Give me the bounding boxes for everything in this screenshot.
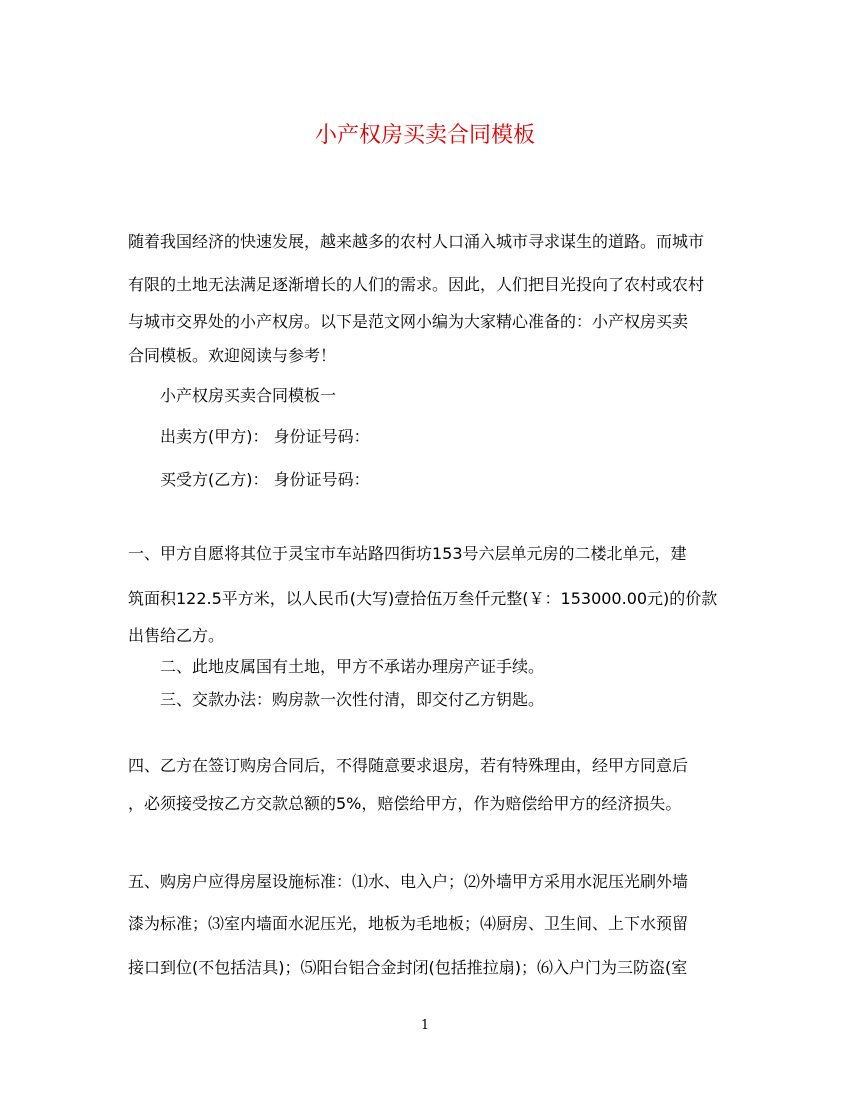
clause-1-line-3: 出售给乙方。 (128, 626, 225, 645)
intro-line-1: 随着我国经济的快速发展，越来越多的农村人口涌入城市寻求谋生的道路。而城市 (128, 232, 705, 251)
clause-2: 二、此地皮属国有土地，甲方不承诺办理房产证手续。 (160, 657, 545, 676)
clause-5-line-2: 漆为标准；⑶室内墙面水泥压光，地板为毛地板；⑷厨房、卫生间、上下水预留 (128, 914, 689, 933)
document-title: 小产权房买卖合同模板 (314, 123, 535, 148)
section-heading: 小产权房买卖合同模板一 (160, 386, 337, 405)
clause-4-line-1: 四、乙方在签订购房合同后，不得随意要求退房，若有特殊理由，经甲方同意后 (128, 756, 689, 775)
clause-5-line-1: 五、购房户应得房屋设施标准：⑴水、电入户；⑵外墙甲方采用水泥压光刷外墙 (128, 872, 689, 891)
clause-1-line-2: 筑面积122.5平方米，以人民币(大写)壹拾伍万叁仟元整(￥：153000.00元)的价款 (128, 589, 718, 608)
clause-3: 三、交款办法：购房款一次性付清，即交付乙方钥匙。 (160, 690, 545, 709)
intro-line-4: 合同模板。欢迎阅读与参考！ (128, 346, 337, 365)
buyer-line: 买受方(乙方)： 身份证号码： (160, 470, 370, 489)
clause-4-line-2: ，必须接受按乙方交款总额的5%，赔偿给甲方，作为赔偿给甲方的经济损失。 (128, 794, 682, 813)
intro-line-2: 有限的土地无法满足逐渐增长的人们的需求。因此，人们把目光投向了农村或农村 (128, 275, 705, 294)
page-number: 1 (420, 1018, 430, 1033)
seller-line: 出卖方(甲方)： 身份证号码： (160, 427, 370, 446)
intro-line-3: 与城市交界处的小产权房。以下是范文网小编为大家精心准备的：小产权房买卖 (128, 312, 689, 331)
clause-1-line-1: 一、甲方自愿将其位于灵宝市车站路四街坊153号六层单元房的二楼北单元，建 (128, 544, 687, 563)
clause-5-line-3: 接口到位(不包括洁具)；⑸阳台铝合金封闭(包括推拉扇)；⑹入户门为三防盗(室 (128, 958, 688, 977)
